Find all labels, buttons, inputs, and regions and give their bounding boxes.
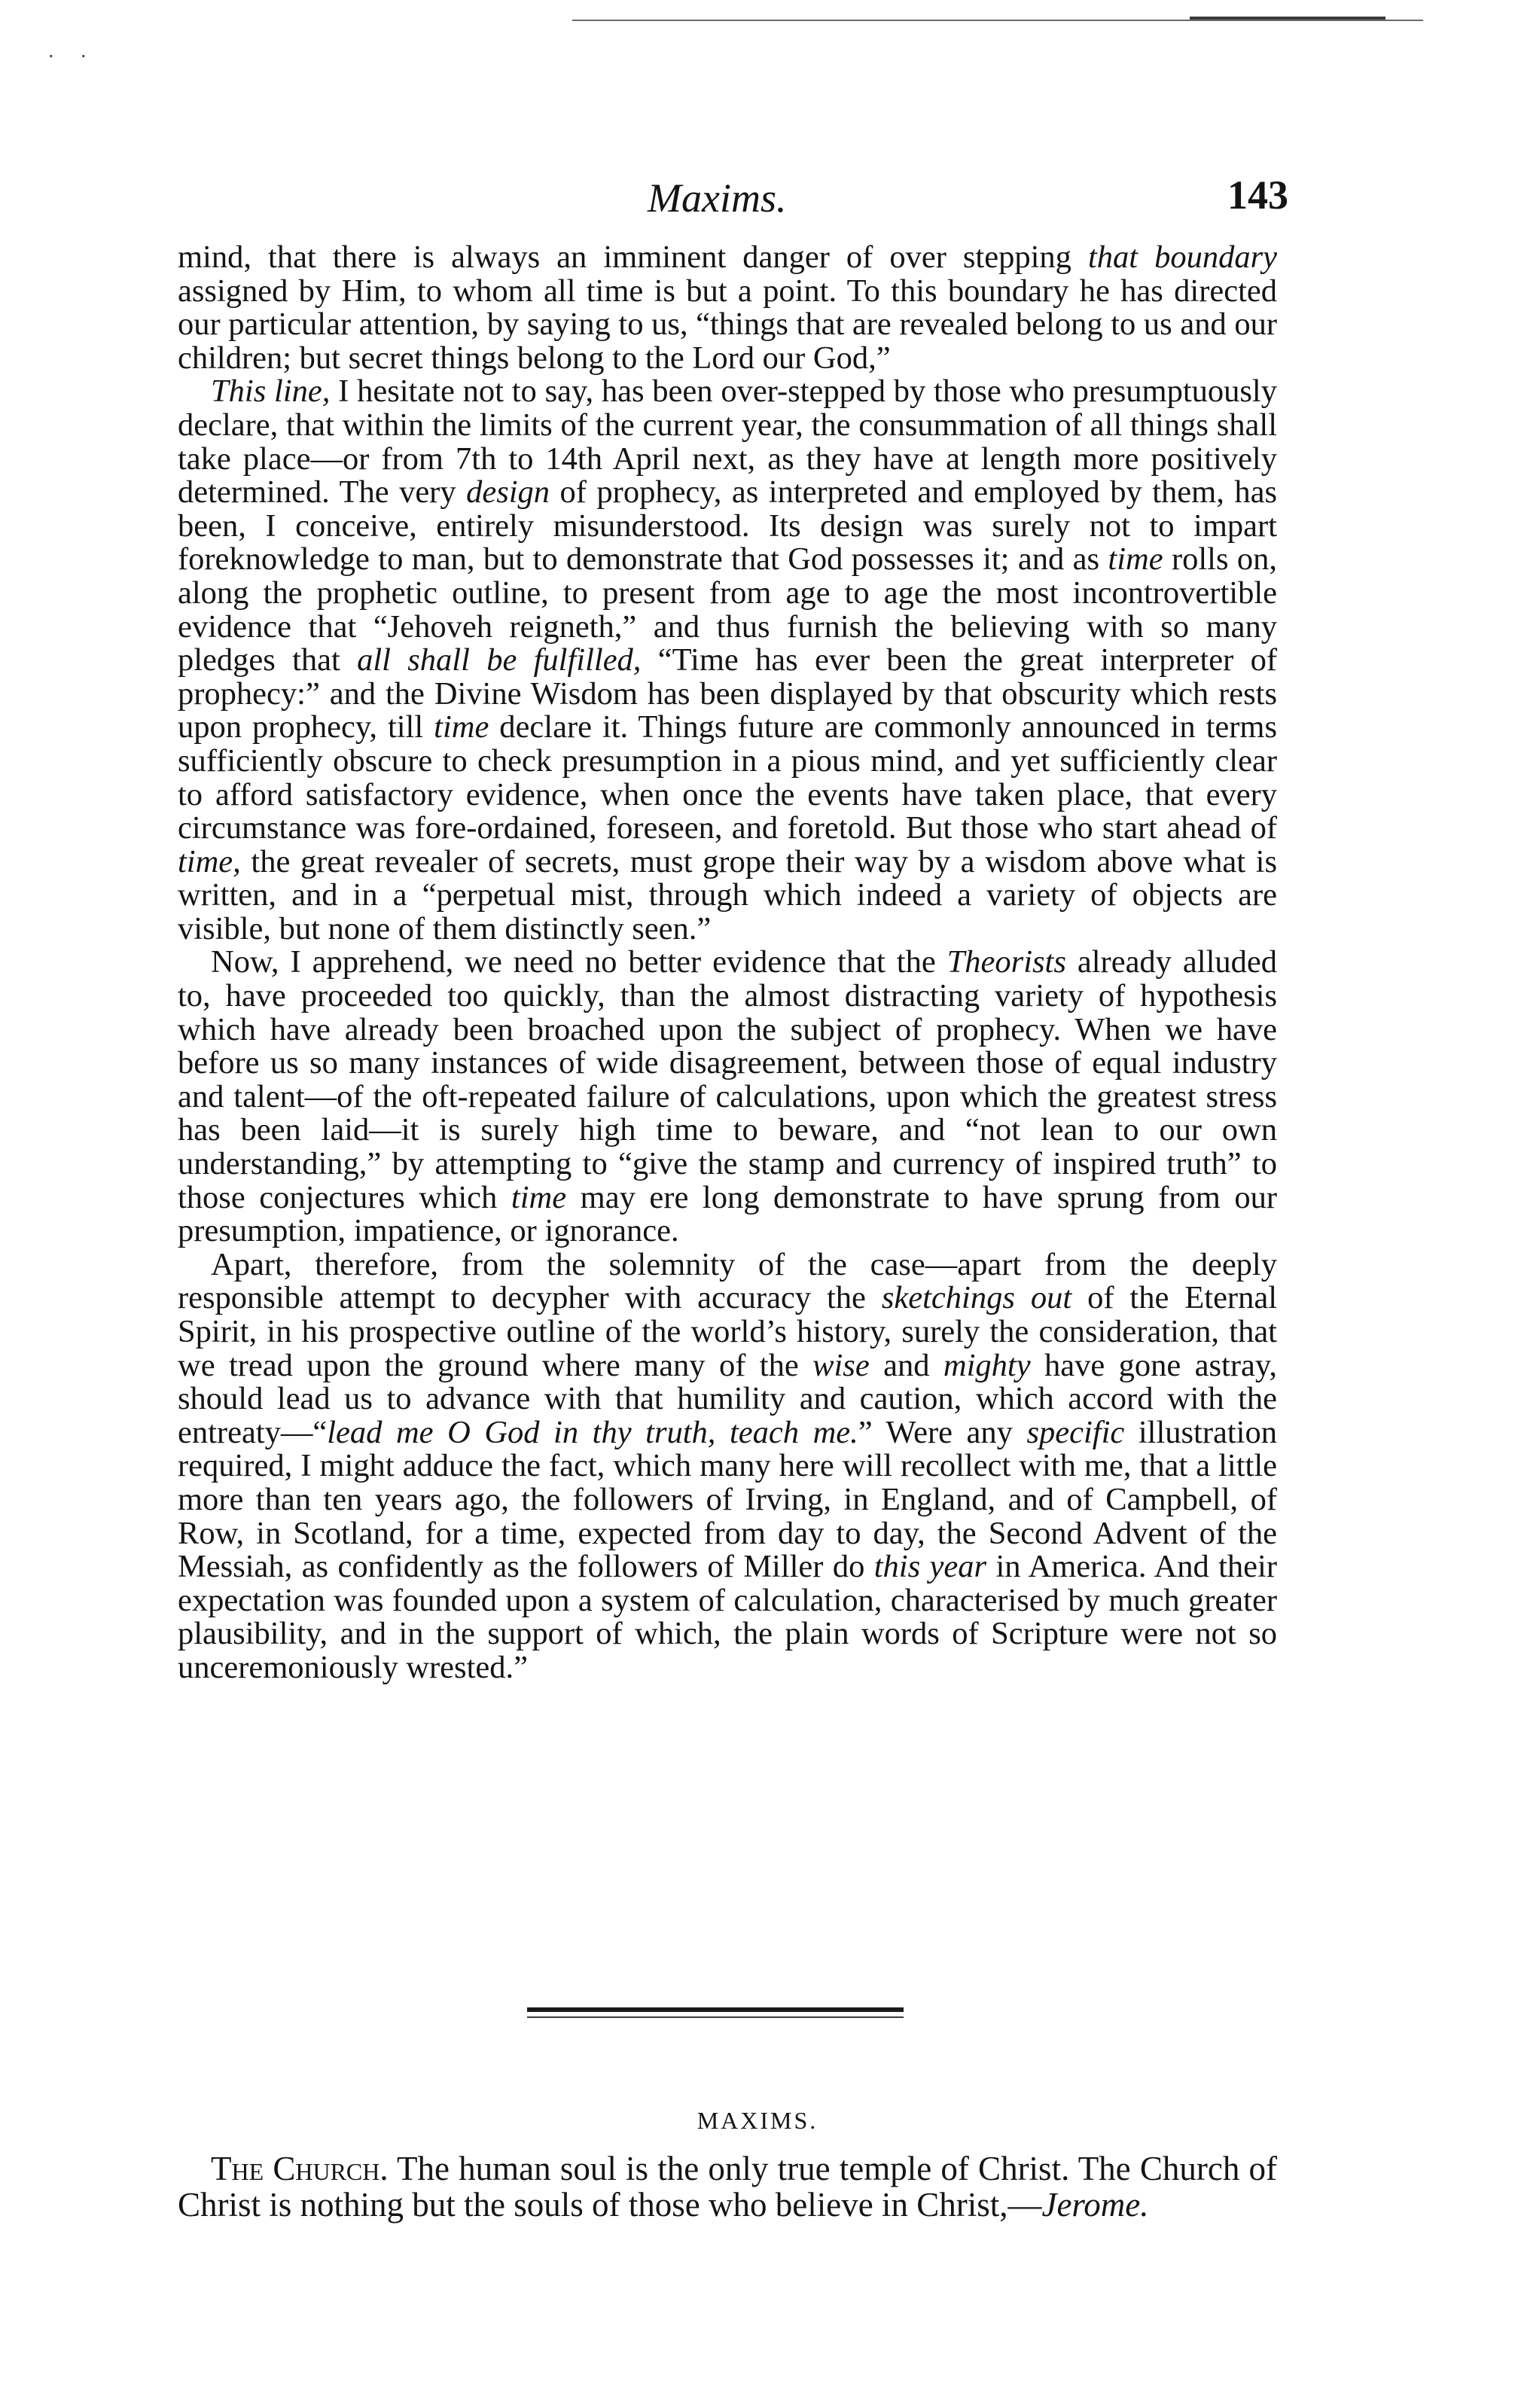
text-run: may ere long demonstrate to have sprung from our presumption, impatience, or ignorance. bbox=[178, 1179, 1278, 1249]
text-run: rolls on, along the prophetic outline, to present from age to age the most incontrovertible evidence that “Jehoveh reigneth,” and thus furnish the believing with so many pledges that bbox=[178, 541, 1277, 678]
text-run: ” Were any bbox=[858, 1414, 1027, 1450]
italic-text: lead me O God in thy truth, teach me. bbox=[327, 1414, 858, 1450]
italic-text: all shall be fulfilled, bbox=[357, 642, 642, 678]
text-run: Now, I apprehend, we need no better evidence that the bbox=[211, 944, 947, 980]
section-heading: MAXIMS. bbox=[697, 2107, 818, 2134]
paragraph bbox=[178, 1248, 1277, 1685]
text-run: The human soul is the only true temple of Christ. The Church of Christ is nothing but the souls of those who believe in Christ,— bbox=[178, 2150, 1277, 2224]
italic-text: wise bbox=[812, 1347, 870, 1383]
italic-text: design bbox=[466, 474, 550, 511]
paragraph bbox=[178, 241, 1277, 375]
text-run: declare it. Things future are commonly announced in terms sufficiently obscure to check presumption in a pious mind, and yet sufficiently clear to afford satisfactory evidence, when once the events have taken place, that every circumstance was fore-ordained, foreseen, and foretold. But those who start ahead of bbox=[178, 709, 1277, 846]
italic-text: that boundary bbox=[1087, 239, 1277, 275]
italic-text: specific bbox=[1026, 1414, 1125, 1450]
text-run: “Time has ever been the great interpreter of prophecy:” and the Divine Wisdom has been displayed by that obscurity which rests upon prophecy, till bbox=[178, 642, 1277, 745]
italic-text: this year bbox=[873, 1549, 987, 1585]
text-run: have gone astray, should lead us to advance with that humility and caution, which accord with the entreaty—“ bbox=[178, 1347, 1277, 1450]
italic-text: time bbox=[434, 709, 489, 745]
main-text bbox=[178, 241, 1277, 1685]
divider-thick-rule bbox=[527, 2007, 904, 2012]
italic-text: Jerome. bbox=[1041, 2186, 1149, 2224]
section-divider bbox=[527, 2007, 904, 2018]
divider-thin-rule bbox=[527, 2016, 904, 2018]
italic-text: Theorists bbox=[946, 944, 1066, 980]
running-title: Maxims. bbox=[648, 175, 787, 221]
italic-text: time bbox=[1108, 541, 1163, 578]
text-run: I hesitate not to say, has been over-stepped by those who presumptuously declare, that within the limits of the current year, the consummation of all things shall take place—or from 7th to 14th April next, as they have at length more positively determined. The very bbox=[178, 373, 1277, 511]
text-run: and bbox=[869, 1347, 943, 1383]
text-run: already alluded to, have proceeded too quickly, than the almost distracting variety of hypothesis which have already been broached upon the subject of prophecy. When we have before us so many instances of wide disagreement, between those of equal industry and talent—of the oft-repeated failure of calculations, upon which the greatest stress has been laid—it is surely high time to beware, and “not lean to our own understanding,” by attempting to “give the stamp and currency of inspired truth” to those conjectures which bbox=[178, 944, 1277, 1215]
small-caps-text: The Church. bbox=[211, 2150, 389, 2187]
text-run: Apart, therefore, from the solemnity of the case—apart from the deeply responsible attempt to decypher with accuracy the bbox=[178, 1246, 1277, 1316]
text-run: assigned by Him, to whom all time is but a point. To this boundary he has directed our particular attention, by saying to us, “things that are revealed belong to us and our children; but secret things belong to the Lord our God,” bbox=[178, 273, 1277, 376]
italic-text: mighty bbox=[943, 1347, 1031, 1383]
italic-text: time, bbox=[178, 843, 241, 879]
page-number: 143 bbox=[1227, 172, 1288, 218]
italic-text: time bbox=[511, 1179, 567, 1215]
text-run: of the Eternal Spirit, in his prospective outline of the world’s history, surely the consideration, that we tread upon the ground where many of the bbox=[178, 1280, 1278, 1383]
maxim-entry bbox=[178, 2150, 1277, 2223]
text-run: mind, that there is always an imminent danger of over stepping bbox=[178, 239, 1088, 275]
corner-specks: . . bbox=[48, 38, 97, 62]
text-run: of prophecy, as interpreted and employed by them, has been, I conceive, entirely misunderstood. Its design was surely not to impart foreknowledge to man, but to demonstrate that God possesses it; and as bbox=[178, 474, 1277, 578]
italic-text: sketchings out bbox=[881, 1280, 1072, 1316]
text-run: illustration required, I might adduce the fact, which many here will recollect with me, that a little more than ten years ago, the followers of Irving, in England, and of Campbell, of Row, in Scotland, for a time, expected from day to day, the Second Advent of the Messiah, as confidently as the followers of Miller do bbox=[178, 1414, 1277, 1585]
paragraph bbox=[178, 375, 1277, 946]
paragraph bbox=[178, 946, 1277, 1248]
maxims-section bbox=[178, 2150, 1277, 2223]
text-run: the great revealer of secrets, must grope their way by a wisdom above what is written, and in a “perpetual mist, through which indeed a variety of objects are visible, but none of them distinctly seen.” bbox=[178, 843, 1277, 946]
italic-text: This line, bbox=[211, 373, 331, 410]
top-border-rule bbox=[572, 20, 1423, 21]
top-border-rule-dark bbox=[1190, 17, 1385, 20]
text-run: in America. And their expectation was founded upon a system of calculation, characterised by much greater plausibility, and in the support of which, the plain words of Scripture were not so unceremoniously wrested.” bbox=[178, 1549, 1277, 1685]
